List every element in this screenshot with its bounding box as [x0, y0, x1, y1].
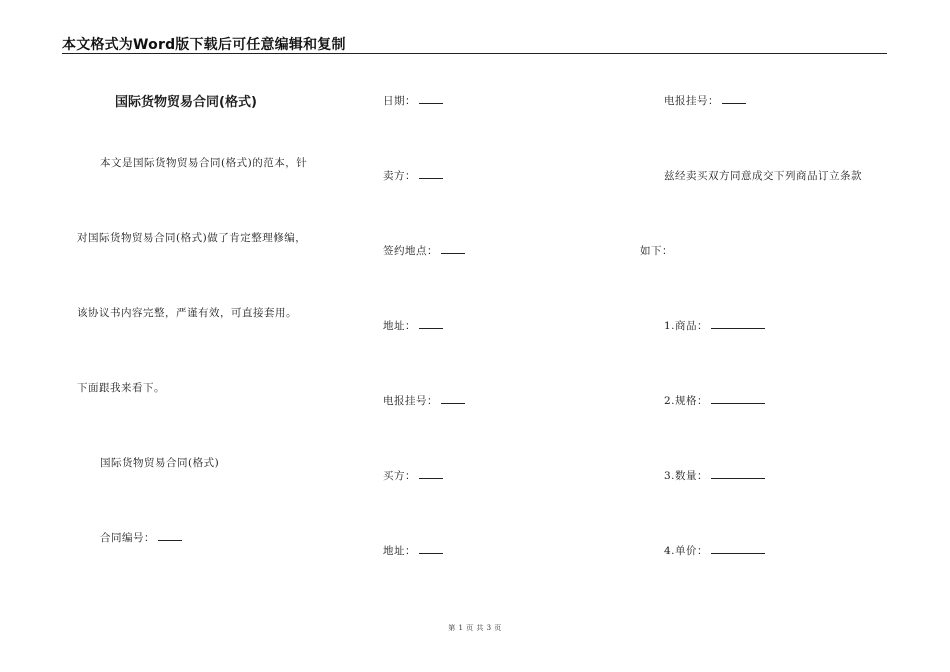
field-label: 地址：: [383, 545, 416, 557]
body-line: 国际货物贸易合同(格式): [100, 457, 220, 469]
page-footer: 第 1 页 共 3 页: [448, 624, 502, 632]
document-header: 本文格式为Word版下载后可任意编辑和复制: [62, 37, 346, 53]
field-label: 2.规格：: [664, 395, 709, 407]
field-label: 日期：: [383, 95, 416, 107]
blank-line: [158, 530, 182, 541]
seller-telegram-field: [383, 393, 465, 408]
commodity-field: [664, 318, 765, 333]
agreement-line: 兹经卖买双方同意成交下列商品订立条款: [664, 170, 862, 182]
buyer-telegram-field: [664, 93, 746, 108]
blank-line: [711, 543, 765, 554]
specification-field: [664, 393, 765, 408]
body-line: 该协议书内容完整，严谨有效，可直接套用。: [77, 307, 297, 319]
field-label: 3.数量：: [664, 470, 709, 482]
field-label: 合同编号：: [100, 532, 155, 544]
blank-line: [419, 168, 443, 179]
body-line: 本文是国际货物贸易合同(格式)的范本，针: [100, 157, 308, 169]
field-label: 签约地点：: [383, 245, 438, 257]
field-label: 地址：: [383, 320, 416, 332]
buyer-field: [383, 468, 443, 483]
body-line: 对国际货物贸易合同(格式)做了肯定整理修编，: [77, 232, 307, 244]
field-label: 电报挂号：: [383, 395, 438, 407]
blank-line: [419, 93, 443, 104]
header-rule: [62, 53, 887, 54]
blank-line: [711, 318, 765, 329]
body-line: 下面跟我来看下。: [77, 382, 165, 394]
blank-line: [711, 468, 765, 479]
blank-line: [711, 393, 765, 404]
document-title: 国际货物贸易合同(格式): [115, 95, 257, 110]
blank-line: [722, 93, 746, 104]
field-label: 买方：: [383, 470, 416, 482]
date-field: [383, 93, 443, 108]
signing-place-field: [383, 243, 465, 258]
blank-line: [419, 468, 443, 479]
quantity-field: [664, 468, 765, 483]
seller-field: [383, 168, 443, 183]
field-label: 1.商品：: [664, 320, 709, 332]
field-label: 4.单价：: [664, 545, 709, 557]
field-label: 电报挂号：: [664, 95, 719, 107]
contract-number-field: [100, 530, 182, 545]
seller-address-field: [383, 318, 443, 333]
agreement-line: 如下：: [640, 245, 673, 257]
blank-line: [419, 318, 443, 329]
unit-price-field: [664, 543, 765, 558]
blank-line: [441, 393, 465, 404]
blank-line: [419, 543, 443, 554]
buyer-address-field: [383, 543, 443, 558]
blank-line: [441, 243, 465, 254]
field-label: 卖方：: [383, 170, 416, 182]
